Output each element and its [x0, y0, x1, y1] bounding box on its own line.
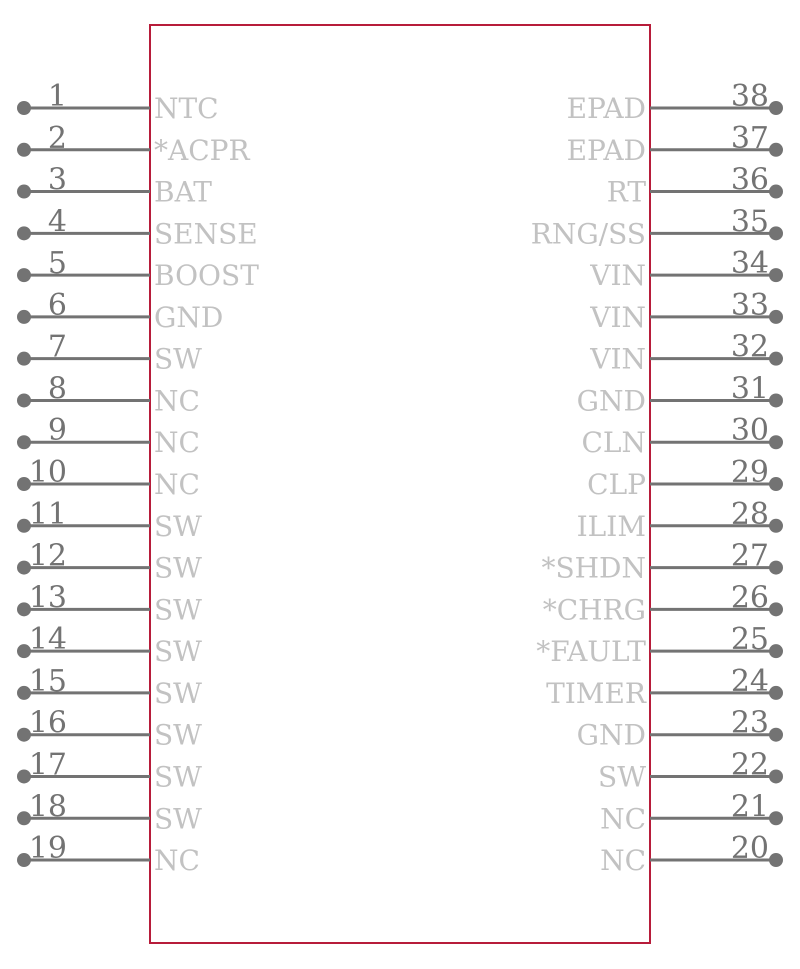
- pin-number: 31: [730, 371, 769, 407]
- pin-number: 12: [28, 538, 67, 574]
- pin-name-label: NC: [154, 844, 200, 878]
- pin-name-label: SENSE: [154, 217, 258, 251]
- pin-number: 17: [28, 747, 67, 783]
- pin-number: 6: [47, 287, 67, 323]
- pin-name-label: RT: [606, 175, 646, 209]
- pin-number: 32: [730, 329, 769, 365]
- pin-name-label: SW: [154, 342, 202, 376]
- pin-name-label: GND: [576, 718, 646, 752]
- pin-terminal-dot: [769, 728, 783, 742]
- pin-terminal-dot: [17, 226, 31, 240]
- pin-name-label: VIN: [590, 300, 646, 334]
- pin-number: 3: [47, 162, 67, 198]
- pin-name-label: ILIM: [576, 509, 646, 543]
- pin-terminal-dot: [769, 268, 783, 282]
- pin-terminal-dot: [769, 477, 783, 491]
- pin-name-label: CLN: [581, 426, 646, 460]
- pin-number: 23: [730, 705, 769, 741]
- pin-number: 35: [730, 204, 769, 240]
- pin-name-label: NC: [600, 844, 646, 878]
- pin-number: 14: [28, 622, 67, 658]
- pin-name-label: NC: [154, 384, 200, 418]
- pin-number: 28: [730, 496, 769, 532]
- pin-terminal-dot: [769, 143, 783, 157]
- pin-number: 38: [730, 79, 769, 114]
- pin-terminal-dot: [769, 644, 783, 658]
- pin-terminal-dot: [17, 185, 31, 199]
- pin-number: 2: [47, 120, 67, 156]
- pin-terminal-dot: [17, 352, 31, 366]
- pin-number: 1: [47, 79, 67, 114]
- pin-name-label: SW: [598, 760, 646, 794]
- pin-terminal-dot: [17, 143, 31, 157]
- pin-name-label: *FAULT: [536, 635, 646, 669]
- pin-number: 25: [730, 622, 769, 658]
- pin-name-label: *ACPR: [154, 133, 250, 167]
- pin-name-label: NC: [154, 426, 200, 460]
- pin-terminal-dot: [769, 101, 783, 115]
- pin-name-label: RNG/SS: [530, 217, 646, 251]
- pin-terminal-dot: [769, 769, 783, 783]
- pin-name-label: SW: [154, 635, 202, 669]
- pin-name-label: BOOST: [154, 259, 259, 293]
- pin-name-label: CLP: [587, 468, 646, 502]
- pin-number: 33: [730, 287, 769, 323]
- pin-name-label: SW: [154, 802, 202, 836]
- pin-terminal-dot: [769, 310, 783, 324]
- pin-name-label: GND: [154, 300, 224, 334]
- pin-number: 29: [730, 455, 769, 491]
- pin-number: 21: [730, 789, 769, 825]
- pin-terminal-dot: [769, 393, 783, 407]
- pin-number: 7: [47, 329, 67, 365]
- pin-name-label: SW: [154, 593, 202, 627]
- pin-number: 37: [730, 120, 769, 156]
- pin-number: 9: [47, 413, 67, 449]
- pin-terminal-dot: [769, 352, 783, 366]
- pin-terminal-dot: [769, 435, 783, 449]
- pin-terminal-dot: [17, 393, 31, 407]
- pin-name-label: EPAD: [566, 92, 646, 125]
- pin-name-label: *CHRG: [542, 593, 646, 627]
- pin-terminal-dot: [769, 686, 783, 700]
- pin-terminal-dot: [769, 226, 783, 240]
- pin-terminal-dot: [769, 602, 783, 616]
- pin-number: 22: [730, 747, 769, 783]
- pin-terminal-dot: [769, 185, 783, 199]
- pin-terminal-dot: [17, 310, 31, 324]
- pin-terminal-dot: [769, 561, 783, 575]
- pin-number: 11: [28, 496, 67, 532]
- pin-name-label: SW: [154, 551, 202, 585]
- pin-name-label: SW: [154, 718, 202, 752]
- pin-name-label: *SHDN: [541, 551, 646, 585]
- pin-number: 19: [28, 831, 67, 867]
- pin-terminal-dot: [769, 519, 783, 533]
- pin-number: 13: [28, 580, 67, 616]
- pin-terminal-dot: [769, 811, 783, 825]
- pin-terminal-dot: [17, 101, 31, 115]
- pin-number: 36: [730, 162, 769, 198]
- pin-name-label: SW: [154, 676, 202, 710]
- pin-number: 27: [730, 538, 769, 574]
- pin-number: 30: [730, 413, 769, 449]
- pin-number: 15: [28, 663, 67, 699]
- pin-number: 24: [730, 663, 769, 699]
- pin-terminal-dot: [769, 853, 783, 867]
- pin-name-label: VIN: [590, 259, 646, 293]
- pin-name-label: BAT: [154, 175, 212, 209]
- pin-number: 18: [28, 789, 67, 825]
- pin-name-label: NC: [600, 802, 646, 836]
- pin-name-label: VIN: [590, 342, 646, 376]
- pin-number: 34: [730, 246, 769, 282]
- pin-terminal-dot: [17, 435, 31, 449]
- pin-name-label: EPAD: [566, 133, 646, 167]
- pin-name-label: SW: [154, 509, 202, 543]
- pin-number: 10: [28, 455, 67, 491]
- pin-number: 4: [47, 204, 67, 240]
- pin-name-label: TIMER: [546, 676, 646, 710]
- pin-name-label: GND: [576, 384, 646, 418]
- pin-name-label: NTC: [154, 92, 219, 125]
- pin-terminal-dot: [17, 268, 31, 282]
- pin-number: 20: [730, 831, 769, 867]
- pin-name-label: SW: [154, 760, 202, 794]
- pin-name-label: NC: [154, 468, 200, 502]
- pin-number: 16: [28, 705, 67, 741]
- pin-number: 8: [47, 371, 67, 407]
- pin-number: 26: [730, 580, 769, 616]
- pin-number: 5: [47, 246, 67, 282]
